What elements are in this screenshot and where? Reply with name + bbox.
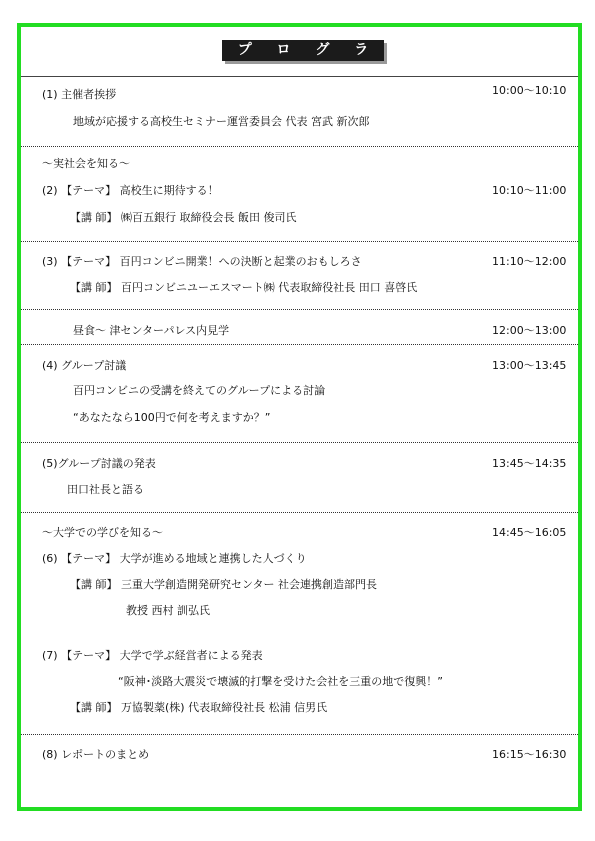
divider — [21, 512, 578, 513]
session-5-detail: 田口社長と語る — [67, 483, 144, 496]
divider — [21, 146, 578, 147]
session-6-heading: (6) 【テーマ】 大学が進める地域と連携した人づくり — [42, 552, 307, 565]
session-1-time: 10:00〜10:10 — [492, 84, 567, 97]
session-7-heading: (7) 【テーマ】 大学で学ぶ経営者による発表 — [42, 649, 263, 662]
session-1-detail: 地域が応援する高校生セミナー運営委員会 代表 宮武 新次郎 — [73, 115, 370, 128]
session-2-heading: (2) 【テーマ】 高校生に期待する！ — [42, 184, 219, 197]
session-4-detail: 百円コンビニの受講を終えてのグループによる討論 — [73, 384, 326, 397]
session-3-heading: (3) 【テーマ】 百円コンビニ開業！への決断と起業のおもしろさ — [42, 255, 362, 268]
session-2-time: 10:10〜11:00 — [492, 184, 567, 197]
lunch-heading: 昼食〜 津センターパレス内見学 — [73, 324, 230, 337]
section-real-society: 〜実社会を知る〜 — [42, 157, 130, 170]
session-7-quote: “阪神･淡路大震災で壊滅的打撃を受けた会社を三重の地で復興！” — [118, 675, 443, 688]
divider — [21, 734, 578, 735]
session-4-time: 13:00〜13:45 — [492, 359, 567, 372]
divider — [21, 442, 578, 443]
session-4-detail-quote: “あなたなら100円で何を考えますか？” — [73, 411, 271, 424]
session-4-heading: (4) グループ討議 — [42, 359, 127, 372]
lunch-time: 12:00〜13:00 — [492, 324, 567, 337]
session-3-detail: 【講 師】 百円コンビニユーエスマート㈱ 代表取締役社長 田口 喜啓氏 — [70, 281, 418, 294]
program-title: プ ロ グ ラ ム — [237, 42, 379, 79]
session-6-detail: 【講 師】 三重大学創造開発研究センター 社会連携創造部門長 — [70, 578, 378, 591]
session-8-time: 16:15〜16:30 — [492, 748, 567, 761]
divider — [21, 344, 578, 345]
program-title-banner — [222, 40, 384, 79]
session-6-lecturer: 教授 西村 訓弘氏 — [126, 604, 210, 617]
session-6-time: 14:45〜16:05 — [492, 526, 567, 539]
section-university: 〜大学での学びを知る〜 — [42, 526, 163, 539]
session-1-heading: (1) 主催者挨拶 — [42, 88, 117, 101]
divider — [21, 241, 578, 242]
divider — [21, 309, 578, 310]
divider — [21, 76, 578, 77]
session-8-heading: (8) レポートのまとめ — [42, 748, 150, 761]
session-3-time: 11:10〜12:00 — [492, 255, 567, 268]
session-5-heading: (5)グループ討議の発表 — [42, 457, 156, 470]
session-5-time: 13:45〜14:35 — [492, 457, 567, 470]
session-2-detail: 【講 師】 ㈱百五銀行 取締役会長 飯田 俊司氏 — [70, 211, 297, 224]
session-7-detail: 【講 師】 万協製薬(株) 代表取締役社長 松浦 信男氏 — [70, 701, 328, 714]
